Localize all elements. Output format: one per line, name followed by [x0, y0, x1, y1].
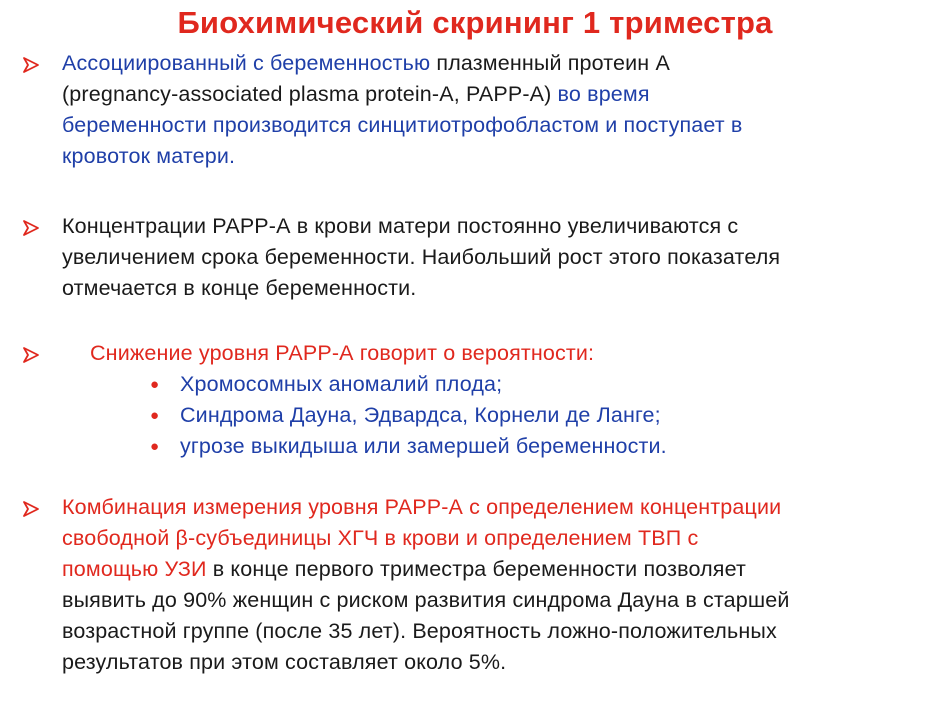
text-segment: выявить до 90% женщин с риском развития синдрома Дауна в старшей [62, 588, 790, 612]
text-segment: в конце первого триместра беременности позволяет [206, 557, 746, 581]
red-dot-bullet-icon: ● [150, 407, 160, 424]
text-segment: результатов при этом составляет около 5%. [62, 650, 507, 674]
text-segment: помощью УЗИ [62, 557, 207, 581]
list-item [150, 369, 910, 400]
arrow-bullet-icon [22, 500, 46, 524]
text-line: увеличением срока беременности. Наибольший рост этого показателя [62, 245, 781, 269]
list-item [150, 400, 910, 431]
paragraph-pappa-concentration [62, 211, 942, 304]
text-segment: Ассоциированный с беременностью [62, 51, 431, 75]
paragraph-pappa-origin [62, 48, 942, 172]
text-line: Концентрации РАРР-А в крови матери постоянно увеличиваются с [62, 214, 739, 238]
paragraph-pappa-decrease-heading: Снижение уровня РАРР-А говорит о вероятности: [90, 341, 595, 365]
slide-title: Биохимический скрининг 1 триместра [177, 5, 773, 40]
text-segment: беременности производится синцитиотрофобластом и поступает в [62, 113, 743, 137]
list-item-text: Синдрома Дауна, Эдвардса, Корнели де Ланге; [180, 403, 661, 427]
red-dot-bullet-icon: ● [150, 376, 160, 393]
text-segment: (pregnancy-associated plasma protein-A, PAPP-A) [62, 82, 552, 106]
text-segment: во время [551, 82, 650, 106]
text-segment: кровоток матери. [62, 144, 236, 168]
risk-list [150, 369, 910, 462]
text-segment: Комбинация измерения уровня РАРР-А с определением концентрации [62, 495, 782, 519]
text-line: отмечается в конце беременности. [62, 276, 417, 300]
arrow-bullet-icon [22, 219, 46, 243]
text-segment: свободной β-субъединицы ХГЧ в крови и определением ТВП с [62, 526, 699, 550]
red-dot-bullet-icon: ● [150, 438, 160, 455]
text-segment: плазменный протеин А [430, 51, 670, 75]
text-segment: возрастной группе (после 35 лет). Вероятность ложно-положительных [62, 619, 777, 643]
list-item-text: угрозе выкидыша или замершей беременности. [180, 434, 667, 458]
list-item [150, 431, 910, 462]
paragraph-screening-combination [62, 492, 942, 678]
arrow-bullet-icon [22, 346, 46, 370]
arrow-bullet-icon [22, 56, 46, 80]
list-item-text: Хромосомных аномалий плода; [180, 372, 503, 396]
